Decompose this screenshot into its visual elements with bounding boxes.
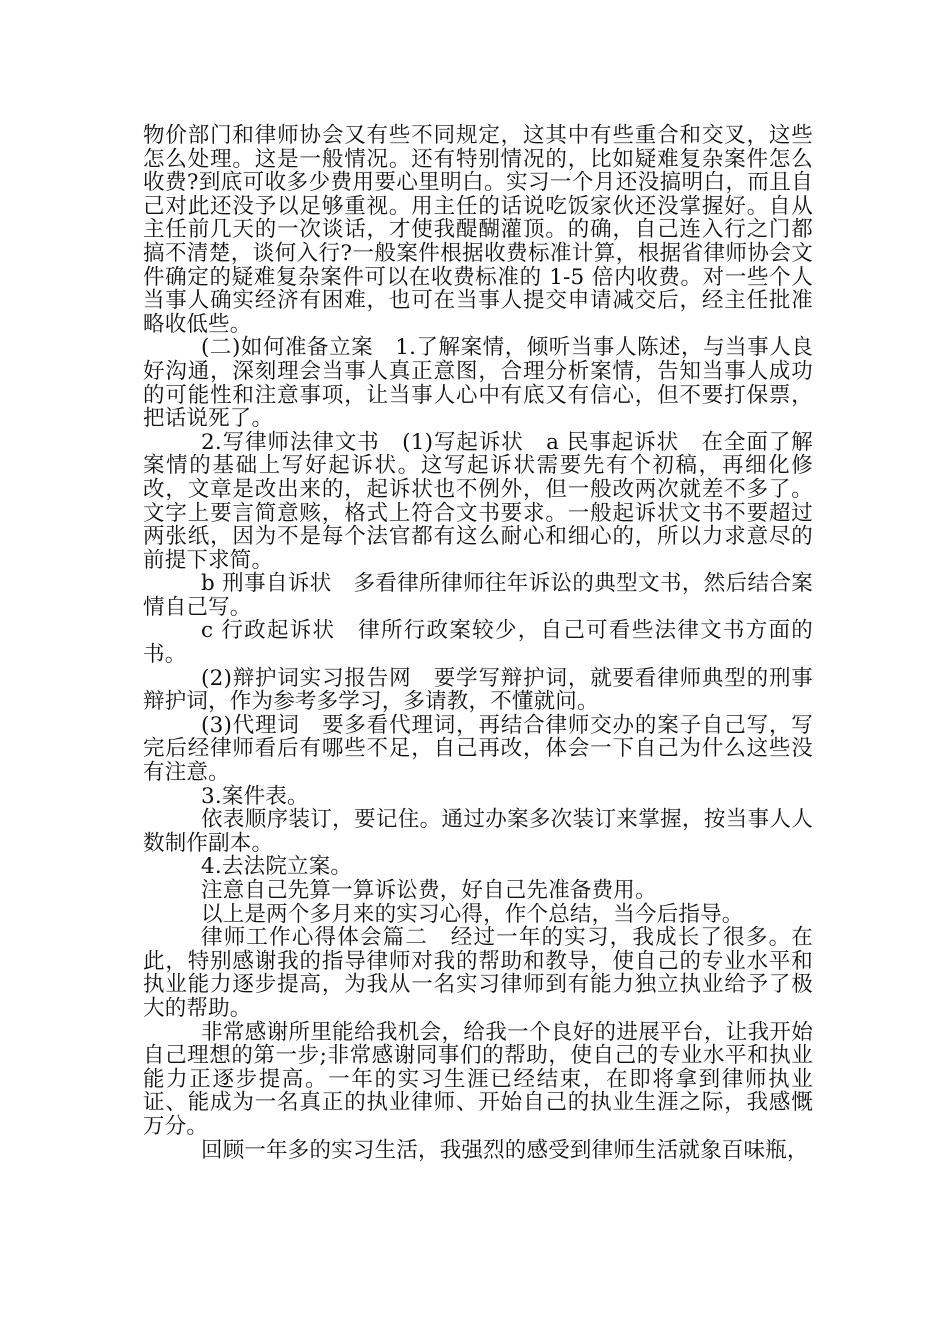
paragraph: 回顾一年多的实习生活，我强烈的感受到律师生活就象百味瓶， bbox=[201, 1137, 809, 1163]
paragraph: 3.案件表。 bbox=[201, 783, 309, 809]
paragraph: 依表顺序装订，要记住。通过办案多次装订来掌握，按当事人人数制作副本。 bbox=[143, 807, 813, 856]
paragraph: (3)代理词 要多看代理词，再结合律师交办的案子自己写，写完后经律师看后有哪些不足，自己再改，体会一下自己为什么这些没有注意。 bbox=[143, 712, 813, 786]
paragraph: 律师工作心得体会篇二 经过一年的实习，我成长了很多。在此，特别感谢我的指导律师对我的帮助和教导，使自己的专业水平和执业能力逐步提高，为我从一名实习律师到有能力独立执业给予了极大的帮助。 bbox=[143, 925, 813, 1021]
paragraph: 以上是两个多月来的实习心得，作个总结，当今后指导。 bbox=[201, 901, 744, 927]
paragraph: 2.写律师法律文书 (1)写起诉状 a 民事起诉状 在全面了解案情的基础上写好起诉状。这写起诉状需要先有个初稿，再细化修改，文章是改出来的，起诉状也不例外，但一般改两次就差不多了。文字上要言简意赅，格式上符合文书要求。一般起诉状文书不要超过两张纸，因为不是每个法官都有这么耐心和细心的，所以力求意尽的前提下求简。 bbox=[143, 429, 813, 573]
document-body bbox=[143, 124, 813, 1162]
paragraph: 物价部门和律师协会又有些不同规定，这其中有些重合和交叉，这些怎么处理。这是一般情况。还有特别情况的，比如疑难复杂案件怎么收费?到底可收多少费用要心里明白。实习一个月还没搞明白，而且自己对此还没予以足够重视。用主任的话说吃饭家伙还没掌握好。自从主任前几天的一次谈话，才使我醍醐灌顶。的确，自己连入行之门都搞不清楚，谈何入行?一般案件根据收费标准计算，根据省律师协会文件确定的疑难复杂案件可以在收费标准的 1-5 倍内收费。对一些个人当事人确实经济有困难，也可在当事人提交申请减交后，经主任批准略收低些。 bbox=[143, 123, 813, 337]
paragraph: c 行政起诉状 律所行政案较少，自己可看些法律文书方面的书。 bbox=[143, 618, 813, 668]
paragraph: b 刑事自诉状 多看律所律师往年诉讼的典型文书，然后结合案情自己写。 bbox=[143, 571, 813, 620]
paragraph: (二)如何准备立案 1.了解案情，倾听当事人陈述，与当事人良好沟通，深刻理会当事人真正意图，合理分析案情，告知当事人成功的可能性和注意事项，让当事人心中有底又有信心，但不要打保票，把话说死了。 bbox=[143, 335, 813, 432]
paragraph: (2)辩护词实习报告网 要学写辩护词，就要看律师典型的刑事辩护词，作为参考多学习，多请教，不懂就问。 bbox=[143, 665, 813, 715]
paragraph: 非常感谢所里能给我机会，给我一个良好的进展平台，让我开始自己理想的第一步;非常感谢同事们的帮助，使自己的专业水平和执业能力正逐步提高。一年的实习生涯已经结束，在即将拿到律师执业证、能成为一名真正的执业律师、开始自己的执业生涯之际，我感慨万分。 bbox=[143, 1019, 813, 1139]
paragraph: 4.去法院立案。 bbox=[201, 854, 353, 880]
paragraph: 注意自己先算一算诉讼费，好自己先准备费用。 bbox=[201, 878, 657, 903]
